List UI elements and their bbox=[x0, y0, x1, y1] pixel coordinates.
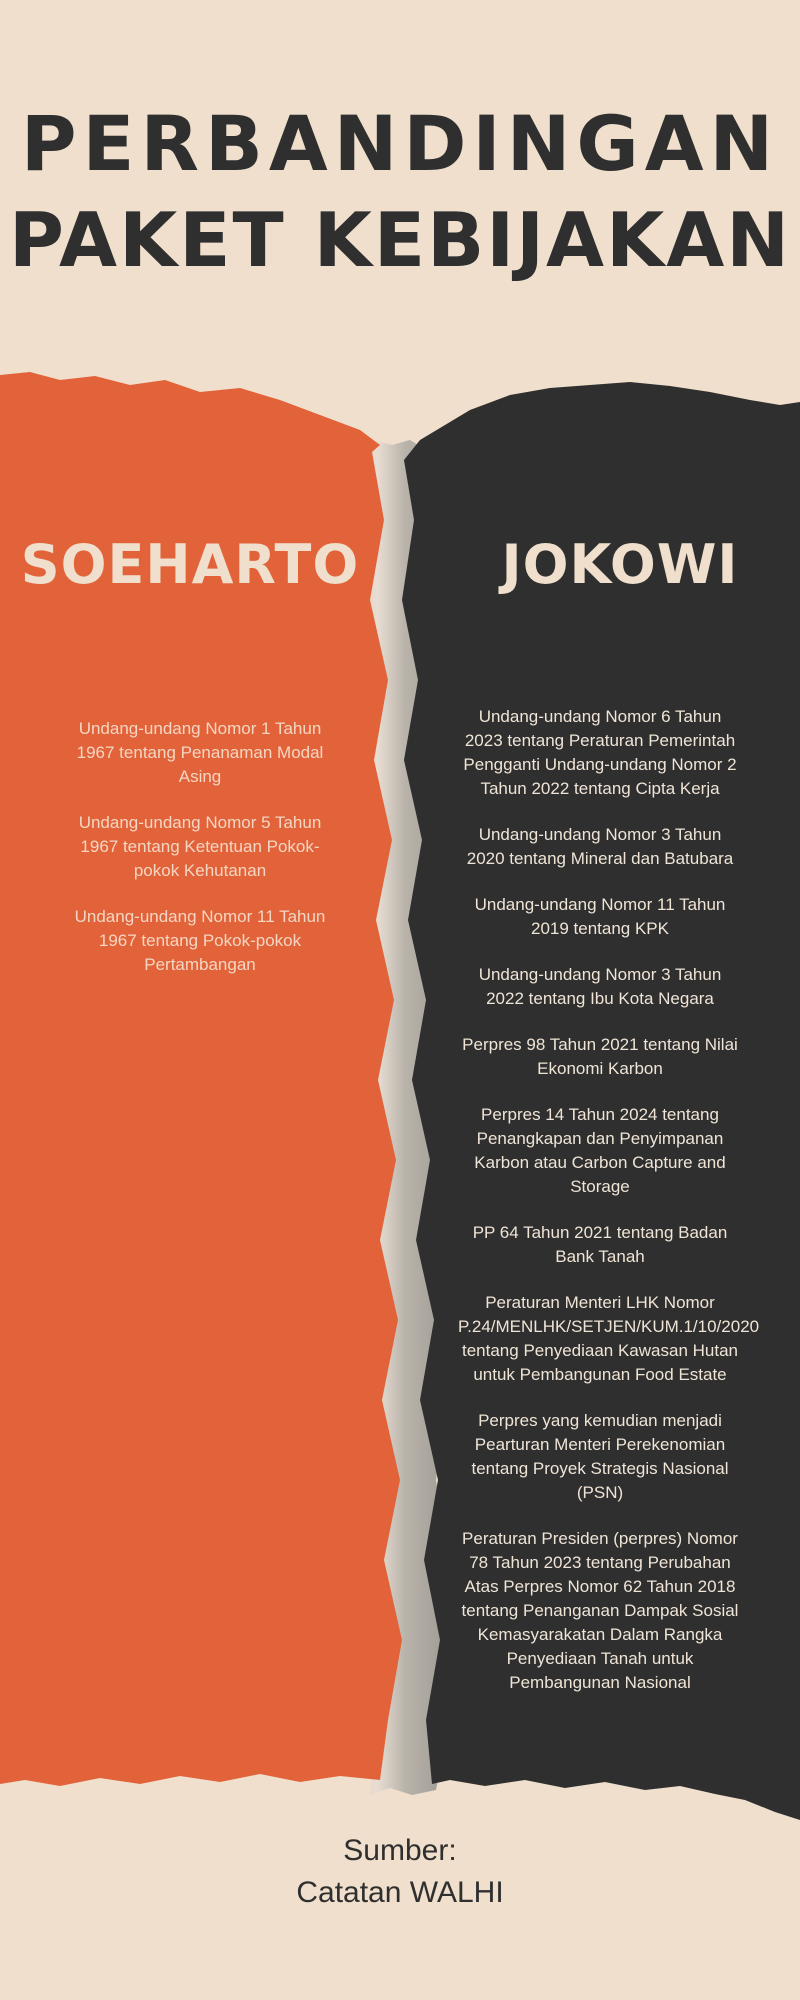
list-item: Undang-undang Nomor 11 Tahun 1967 tentang Pokok-pokok Pertambangan bbox=[74, 907, 326, 974]
list-item: PP 64 Tahun 2021 tentang Badan Bank Tanah bbox=[472, 1223, 728, 1266]
page-title bbox=[0, 96, 800, 288]
list-item: Undang-undang Nomor 3 Tahun 2020 tentang Mineral dan Batubara bbox=[466, 825, 734, 868]
list-item: Undang-undang Nomor 1 Tahun 1967 tentang Penanaman Modal Asing bbox=[76, 719, 324, 786]
heading-soeharto: SOEHARTO bbox=[20, 533, 360, 596]
list-item: Peraturan Menteri LHK Nomor P.24/MENLHK/SETJEN/KUM.1/10/2020 tentang Penyediaan Kawasan Hutan untuk Pembangunan Food Estate bbox=[458, 1293, 760, 1384]
heading-jokowi: JOKOWI bbox=[501, 533, 739, 596]
source-label: Sumber: bbox=[343, 1834, 457, 1867]
soeharto-policy-list bbox=[66, 717, 334, 999]
list-item: Undang-undang Nomor 11 Tahun 2019 tentang KPK bbox=[474, 895, 726, 938]
list-item: Undang-undang Nomor 3 Tahun 2022 tentang Ibu Kota Negara bbox=[478, 965, 722, 1008]
title-line-1: PERBANDINGAN bbox=[20, 99, 780, 188]
source-credit bbox=[200, 1830, 600, 1914]
list-item: Undang-undang Nomor 5 Tahun 1967 tentang Ketentuan Pokok-pokok Kehutanan bbox=[78, 813, 322, 880]
title-line-2: PAKET KEBIJAKAN bbox=[8, 196, 792, 284]
list-item: Perpres 14 Tahun 2024 tentang Penangkapan dan Penyimpanan Karbon atau Carbon Capture and Storage bbox=[474, 1105, 726, 1196]
list-item: Perpres yang kemudian menjadi Pearturan Menteri Perekenomian tentang Proyek Strategis Nasional (PSN) bbox=[471, 1411, 729, 1502]
jokowi-policy-list bbox=[458, 705, 760, 1717]
list-item: Peraturan Presiden (perpres) Nomor 78 Tahun 2023 tentang Perubahan Atas Perpres Nomor 62 Tahun 2018 tentang Penanganan Dampak Sosial Kemasyarakatan Dalam Rangka Penyediaan Tanah untuk Pembangunan Nasional bbox=[461, 1529, 739, 1692]
list-item: Undang-undang Nomor 6 Tahun 2023 tentang Peraturan Pemerintah Pengganti Undang-undang Nomor 2 Tahun 2022 tentang Cipta Kerja bbox=[463, 707, 737, 798]
source-name: Catatan WALHI bbox=[296, 1876, 504, 1909]
list-item: Perpres 98 Tahun 2021 tentang Nilai Ekonomi Karbon bbox=[462, 1035, 738, 1078]
